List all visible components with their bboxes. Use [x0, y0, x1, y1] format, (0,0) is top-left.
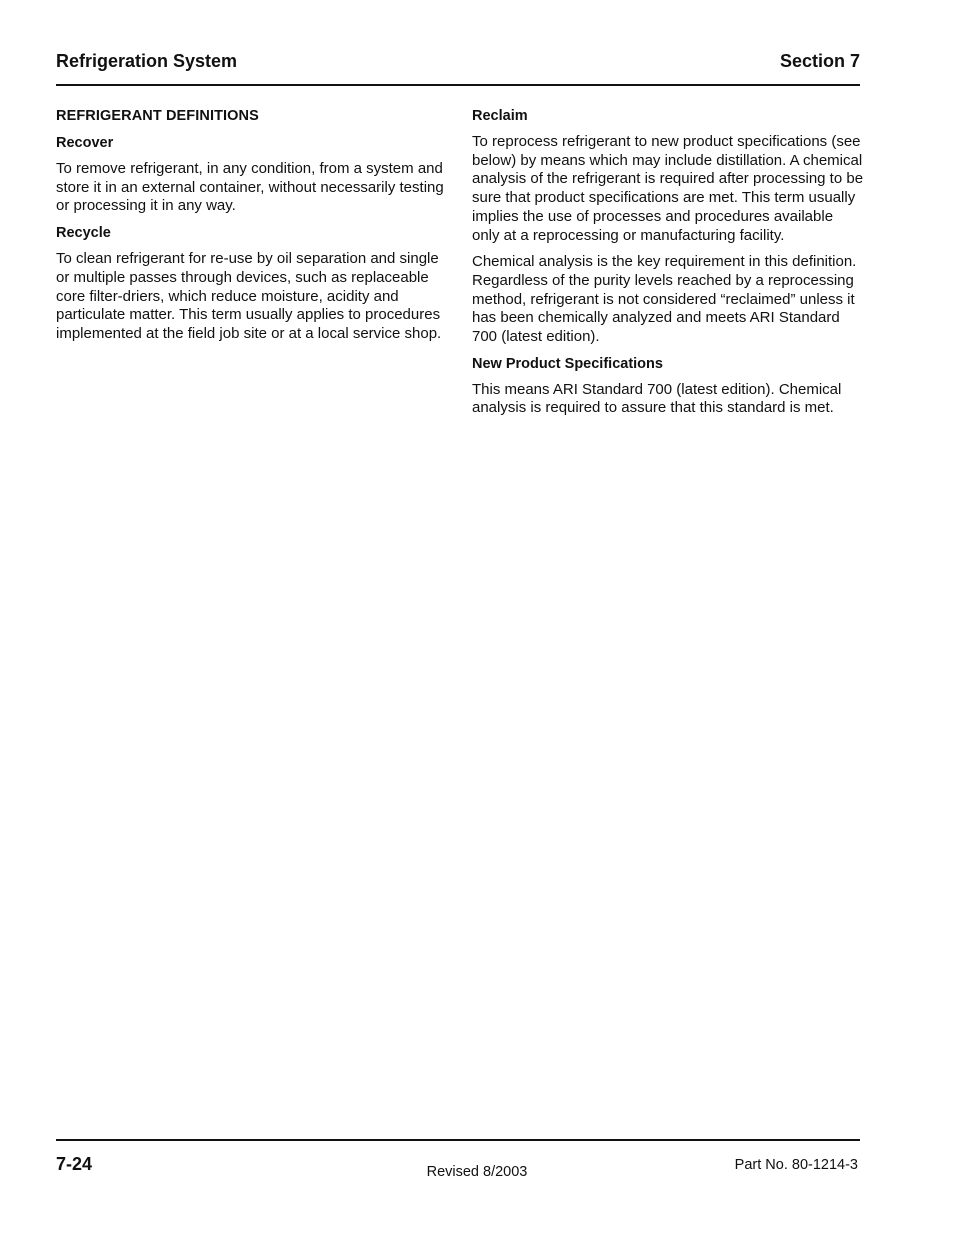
recover-title: Recover: [56, 135, 114, 151]
reclaim-text-1: To reprocess refrigerant to new product specifications (see below) by means which may include distillation. A chemical analysis of the refrigerant is required after processing to be sure that product specifications are met. This term usually implies the use of processes and procedures available only at a reprocessing or manufacturing facility.: [472, 133, 864, 244]
recover-text: To remove refrigerant, in any condition, from a system and store it in an external container, without necessarily testing or processing it in any way.: [56, 160, 444, 215]
revised-date: Revised 8/2003: [426, 1164, 528, 1180]
new-product-text: This means ARI Standard 700 (latest edition). Chemical analysis is required to assure that this standard is met.: [472, 380, 842, 417]
part-number: Part No. 80-1214-3: [734, 1157, 858, 1173]
new-product-title: New Product Specifications: [472, 355, 663, 372]
right-column: [472, 107, 864, 426]
reclaim-title: Reclaim: [472, 108, 528, 124]
footer-divider: [56, 1139, 860, 1141]
page-number: 7-24: [56, 1154, 93, 1174]
recycle-title: Recycle: [56, 225, 111, 242]
recycle-text: To clean refrigerant for re-use by oil separation and single or multiple passes through devices, such as replaceable core filter-driers, which reduce moisture, acidity and particulate matter. This term usually applies to procedures implemented at the field job site or at a local service shop.: [56, 250, 442, 342]
header-title: Refrigeration System: [56, 51, 238, 71]
left-column: [56, 107, 448, 352]
reclaim-text-2: Chemical analysis is the key requirement in this definition. Regardless of the purity levels reached by a reprocessing method, refrigerant is not considered “reclaimed” unless it has been chemically analyzed and meets ARI Standard 700 (latest edition).: [472, 253, 857, 346]
section-heading: REFRIGERANT DEFINITIONS: [56, 108, 259, 124]
header-section: Section 7: [779, 51, 860, 71]
page-header: [56, 50, 860, 86]
